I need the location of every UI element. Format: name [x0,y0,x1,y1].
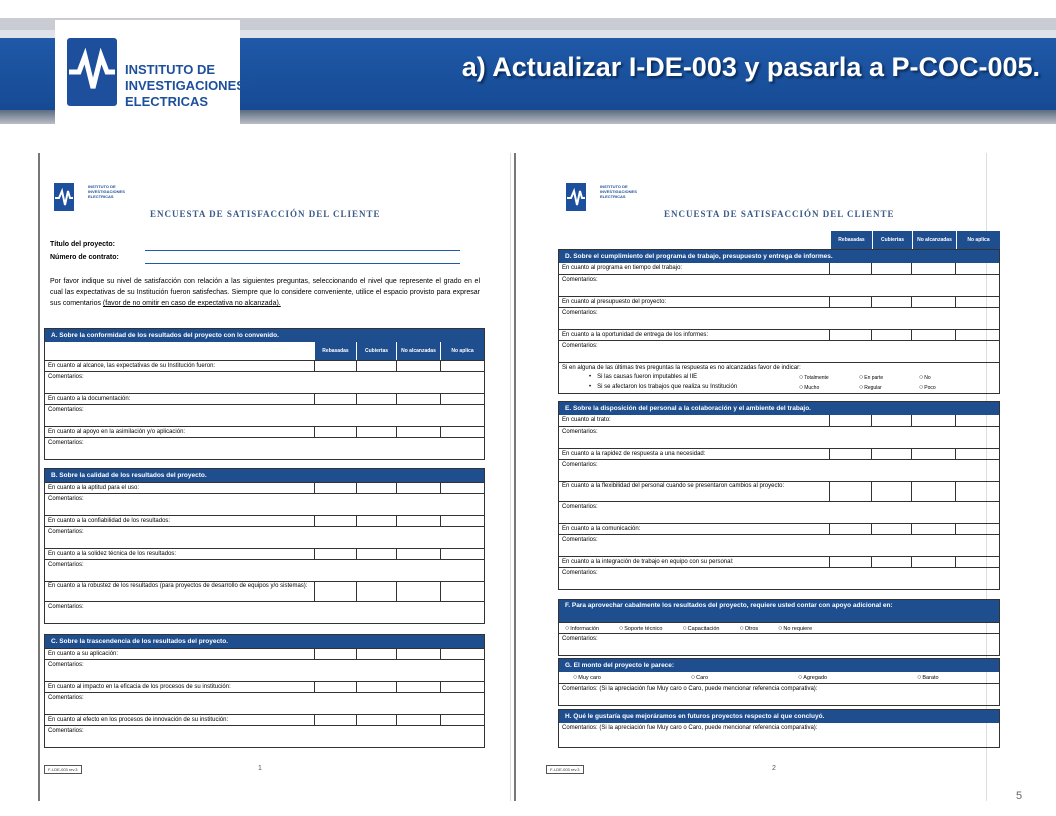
column-header [45,342,484,360]
survey-intro [50,276,480,309]
comment-box[interactable]: Comentarios: [559,501,999,523]
section-c-title: C. Sobre la trascendencia de los resultados del proyecto. [45,635,484,648]
question-row[interactable] [559,448,999,459]
followup-note: Si en alguna de las últimas tres preguntas la respuesta es no alcanzadas favor de indicar: [559,362,999,373]
section-e-title: E. Sobre la disposición del personal a la colaboración y el ambiente del trabajo. [559,402,999,415]
radio-option[interactable]: ○ Agregado [798,672,827,683]
question-text: En cuanto al trato: [562,417,611,423]
question-row[interactable] [45,426,484,437]
radio-option[interactable]: ○ Regular [859,383,919,393]
doc-logo-icon [54,183,76,213]
question-text: En cuanto a su aplicación: [48,651,119,657]
question-text: En cuanto a la flexibilidad del personal cuando se presentaron cambios al proyecto: [562,483,785,489]
logo-text: INSTITUTO DE INVESTIGACIONES ELECTRICAS [125,62,245,109]
question-text: En cuanto al programa en tiempo del trabajo: [562,265,683,271]
question-row[interactable] [45,515,484,526]
question-text: En cuanto a la robustez de los resultados (para proyectos de desarrollo de equipos y/o sistemas): [48,583,308,589]
survey-title: ENCUESTA DE SATISFACCIÓN DEL CLIENTE [150,209,381,219]
radio-option[interactable]: ○ Información [565,623,599,633]
followup-text: • Si se afectaron los trabajos que realiza su Institución [589,383,799,393]
survey-title: ENCUESTA DE SATISFACCIÓN DEL CLIENTE [664,209,895,219]
question-text: En cuanto a la documentación: [48,396,131,402]
comment-box[interactable]: Comentarios: [45,692,484,714]
comment-box[interactable]: Comentarios: [45,601,484,623]
project-title-label: Título del proyecto: [50,241,115,248]
radio-option[interactable]: ○ Caro [691,672,708,683]
radio-option[interactable]: ○ Totalmente [799,373,859,383]
question-row[interactable] [559,263,999,274]
col-no-aplica: No aplica [440,342,484,360]
question-text: En cuanto al efecto en los procesos de innovación de su institución: [48,717,229,723]
question-text: En cuanto al apoyo en la asimilación y/o aplicación: [48,429,186,435]
question-text: En cuanto a la confiabilidad de los resultados: [48,518,171,524]
question-row[interactable] [45,482,484,493]
question-row[interactable] [559,481,999,501]
section-b-title: B. Sobre la calidad de los resultados del proyecto. [45,469,484,482]
question-row[interactable] [45,393,484,404]
section-g-title: G. El monto del proyecto le parece: [559,659,999,672]
radio-option[interactable]: ○ Capacitación [682,623,719,633]
intro-text: Por favor indique su nivel de satisfacción con relación a las siguientes preguntas, seleccionando el nivel que represente el grado en el cual las expectativas de su Institución fueron satisfechas. Siempre que lo considere conveniente, utilice el espacio provisto para expresar sus comentarios [50,278,480,307]
comment-box[interactable]: Comentarios: [45,659,484,681]
radio-option[interactable]: ○ Mucho [799,383,859,393]
col-rebasadas: Rebasadas [830,231,872,249]
col-no-alcanzadas: No alcanzadas [912,231,956,249]
comment-box[interactable]: Comentarios: [559,274,999,296]
question-row[interactable] [45,648,484,659]
radio-option[interactable]: ○ En parte [859,373,919,383]
question-text: En cuanto a la oportunidad de entrega de los informes: [562,332,709,338]
question-text: En cuanto a la rapidez de respuesta a una necesidad: [562,451,706,457]
column-header-2 [558,231,1000,249]
comment-box[interactable]: Comentarios: [559,426,999,448]
question-text: En cuanto a la solidez técnica de los resultados: [48,551,177,557]
question-row[interactable] [45,681,484,692]
footer-code: F-I-DE-003 rev.3 [546,765,584,774]
radio-option[interactable]: ○ Poco [919,383,979,393]
doc-page-number: 2 [772,765,776,772]
comment-box[interactable]: Comentarios: [559,534,999,556]
question-row[interactable] [45,548,484,559]
doc-logo [566,183,636,215]
survey-page-1 [38,153,510,801]
radio-option[interactable]: ○ No requiere [778,623,812,633]
column-header [558,231,1000,249]
comment-box[interactable]: Comentarios: [45,437,484,459]
comment-box[interactable]: Comentarios: (Si la apreciación fue Muy caro o Caro, puede mencionar referencia comparativa): [562,725,818,731]
iie-logo-icon [67,36,123,110]
contract-number-field[interactable] [50,254,460,264]
cost-options [559,672,999,683]
question-text: En cuanto a la aptitud para el uso: [48,485,140,491]
slide-title: a) Actualizar I-DE-003 y pasarla a P-COC-005. [461,52,1040,82]
question-row[interactable] [559,415,999,426]
intro-underlined: (favor de no omitir en caso de expectativa no alcanzada). [102,300,281,307]
iie-logo [55,20,245,128]
section-f [558,599,1000,656]
comment-box[interactable]: Comentarios: [559,307,999,329]
comment-box[interactable]: Comentarios: [45,404,484,426]
followup-row-1[interactable] [559,373,999,383]
comment-box[interactable]: Comentarios: [45,371,484,393]
section-a-title: A. Sobre la conformidad de los resultados del proyecto con lo convenido. [45,329,484,342]
doc-logo-icon [566,183,588,213]
radio-option[interactable]: ○ Barato [917,672,938,683]
comment-box[interactable]: Comentarios: [559,633,999,655]
comment-box[interactable]: Comentarios: [45,526,484,548]
slide-page-number: 5 [1016,790,1023,802]
followup-row-2[interactable] [559,383,999,393]
doc-logo [54,183,124,215]
section-h-title: H. Qué le gustaría que mejoráramos en futuros proyectos respecto al que concluyó. [559,710,999,723]
comment-box[interactable]: Comentarios: (Si la apreciación fue Muy caro o Caro, puede mencionar referencia comparativa): [559,683,999,705]
question-row[interactable] [45,714,484,725]
question-text: En cuanto a la comunicación: [562,526,641,532]
followup-text: • Si las causas fueron imputables al IIE [589,373,799,383]
col-no-aplica: No aplica [956,231,1000,249]
comment-box[interactable]: Comentarios: [45,559,484,581]
comment-box[interactable]: Comentarios: [45,725,484,747]
section-f-title: F. Para aprovechar cabalmente los resultados del proyecto, requiere usted contar con apoyo adicional en: [559,600,999,622]
question-text: En cuanto al alcance, las expectativas de su Institución fueron: [48,363,216,369]
project-title-field[interactable] [50,241,460,251]
section-g [558,658,1000,706]
col-cubiertas: Cubiertas [872,231,912,249]
footer-code: F-I-DE-003 rev.3 [44,765,82,774]
col-cubiertas: Cubiertas [356,342,396,360]
question-row[interactable] [559,523,999,534]
question-text: En cuanto a la integración de trabajo en equipo con su personal: [562,559,734,565]
question-row[interactable] [45,360,484,371]
contract-number-label: Número de contrato: [50,254,119,261]
section-b [44,468,485,624]
doc-logo-text: INSTITUTO DE INVESTIGACIONES ELECTRICAS [88,184,125,199]
question-row[interactable] [45,581,484,601]
comment-box[interactable]: Comentarios: [559,459,999,481]
col-no-alcanzadas: No alcanzadas [396,342,440,360]
question-row[interactable] [559,556,999,567]
col-rebasadas: Rebasadas [314,342,356,360]
section-c [44,634,485,748]
section-a [44,328,485,460]
radio-option[interactable]: ○ No [919,373,979,383]
doc-page-number: 1 [258,765,262,772]
section-e [558,401,1000,590]
comment-box[interactable]: Comentarios: [45,493,484,515]
section-d-title: D. Sobre el cumplimiento del programa de trabajo, presupuesto y entrega de informes. [559,250,999,263]
section-h [558,709,1000,748]
comment-box[interactable]: Comentarios: [559,567,999,589]
support-options [559,622,999,633]
radio-option[interactable]: ○ Soporte técnico [619,623,662,633]
comment-box[interactable]: Comentarios: [559,340,999,362]
radio-option[interactable]: ○ Muy caro [573,672,601,683]
question-text: En cuanto al impacto en la eficacia de los procesos de su institución: [48,684,231,690]
radio-option[interactable]: ○ Otros [739,623,758,633]
question-text: En cuanto al presupuesto del proyecto: [562,299,667,305]
question-row[interactable] [559,296,999,307]
doc-logo-text: INSTITUTO DE INVESTIGACIONES ELECTRICAS [600,184,637,199]
question-row[interactable] [559,329,999,340]
survey-page-2 [514,153,990,801]
section-d [558,249,1000,394]
